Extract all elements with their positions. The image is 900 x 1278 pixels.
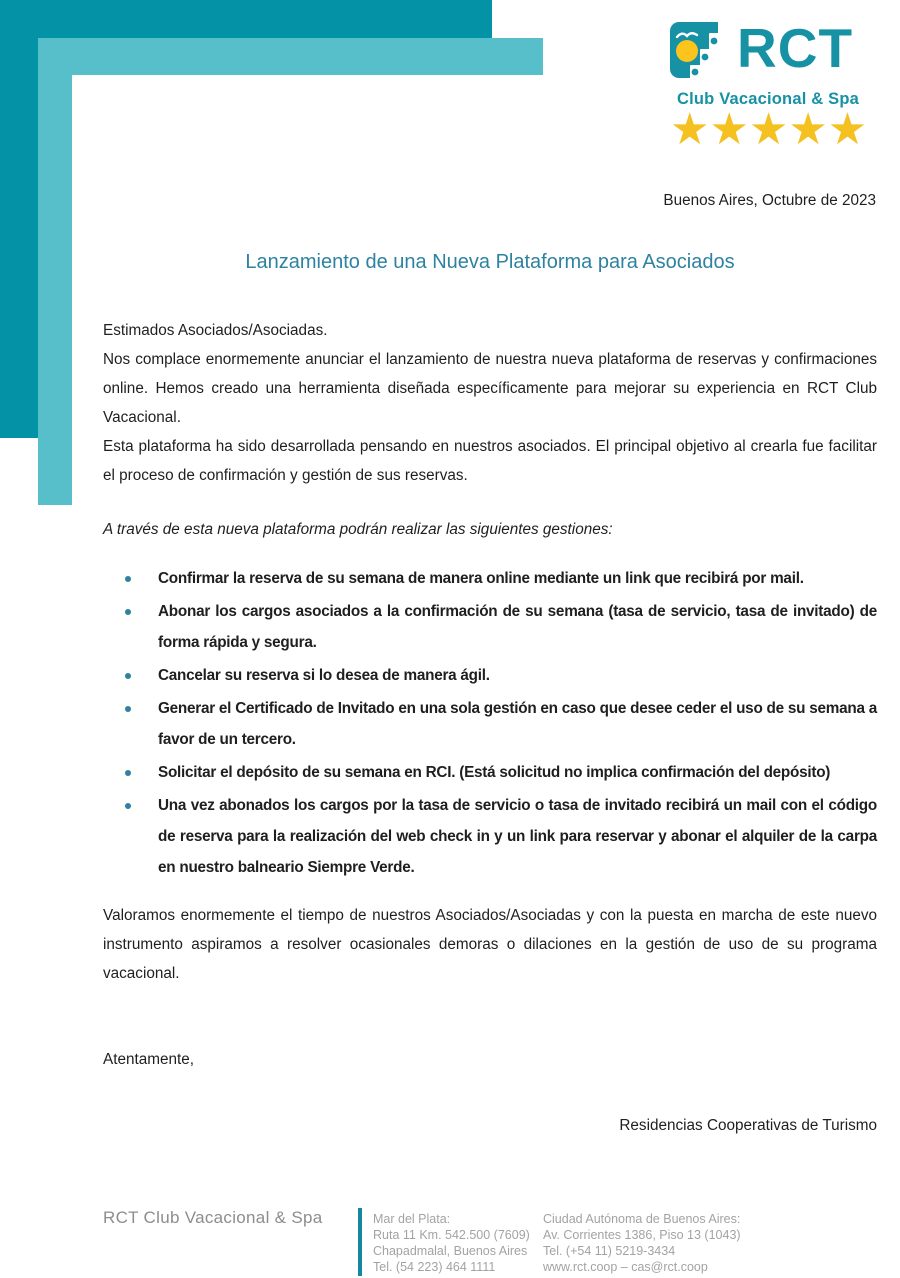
rct-sun-stairs-icon: [670, 22, 728, 83]
footer-line: Tel. (+54 11) 5219-3434: [543, 1244, 676, 1258]
footer-line: Mar del Plata:: [373, 1212, 451, 1226]
footer-line: Av. Corrientes 1386, Piso 13 (1043): [543, 1228, 741, 1242]
bullet-item: Cancelar su reserva si lo desea de manera ágil.: [158, 660, 877, 691]
letter-body: [103, 316, 877, 1140]
rct-logo-subtitle: Club Vacacional & Spa: [676, 90, 860, 108]
bullet-item: Abonar los cargos asociados a la confirmación de su semana (tasa de servicio, tasa de invitado) de forma rápida y segura.: [158, 596, 877, 658]
bullet-item: Confirmar la reserva de su semana de manera online mediante un link que recibirá por mail.: [158, 563, 877, 594]
footer-brand: RCT Club Vacacional & Spa: [103, 1208, 323, 1227]
bullet-item: Una vez abonados los cargos por la tasa de servicio o tasa de invitado recibirá un mail con el código de reserva para la realización del web check in y un link para reservar y abonar el alquiler de la carpa en nuestro balneario Siempre Verde.: [158, 790, 877, 883]
footer-line: Ciudad Autónoma de Buenos Aires:: [543, 1212, 741, 1226]
footer-divider-bar: [358, 1208, 362, 1276]
feature-bullet-list: [103, 563, 877, 883]
footer-line: Tel. (54 223) 464 1111: [373, 1260, 496, 1274]
footer-address-buenos-aires: [543, 1211, 741, 1275]
letter-title: Lanzamiento de una Nueva Plataforma para Asociados: [245, 251, 735, 273]
salutation: Estimados Asociados/Asociadas.: [103, 322, 328, 339]
paragraph: Esta plataforma ha sido desarrollada pensando en nuestros asociados. El principal objetivo al crearla fue facilitar el proceso de confirmación y gestión de sus reservas.: [103, 438, 877, 484]
dateline: Buenos Aires, Octubre de 2023: [663, 192, 876, 209]
signature: Residencias Cooperativas de Turismo: [619, 1117, 877, 1134]
footer-address-mar-del-plata: [373, 1211, 530, 1275]
paragraph: Nos complace enormemente anunciar el lanzamiento de nuestra nueva plataforma de reservas y confirmaciones online. Hemos creado una herramienta diseñada específicamente para mejorar su experiencia en RCT Club Vacacional.: [103, 351, 877, 426]
footer-line: Chapadmalal, Buenos Aires: [373, 1244, 528, 1258]
rct-logo: [670, 17, 868, 155]
five-stars-rating-icon: ★★★★★: [670, 104, 868, 155]
farewell: Atentamente,: [103, 1051, 194, 1068]
bullet-item: Solicitar el depósito de su semana en RCI. (Está solicitud no implica confirmación del depósito): [158, 757, 877, 788]
footer-line: Ruta 11 Km. 542.500 (7609): [373, 1228, 530, 1242]
rct-logo-row: [670, 17, 866, 83]
footer-line: www.rct.coop – cas@rct.coop: [543, 1260, 708, 1274]
lead-in-line: A través de esta nueva plataforma podrán realizar las siguientes gestiones:: [103, 521, 613, 538]
rct-logo-wordmark: RCT: [737, 17, 854, 79]
closing-paragraph: Valoramos enormemente el tiempo de nuestros Asociados/Asociadas y con la puesta en marcha de este nuevo instrumento aspiramos a resolver ocasionales demoras o dilaciones en la gestión de uso de su programa vacacional.: [103, 907, 877, 982]
bullet-item: Generar el Certificado de Invitado en una sola gestión en caso que desee ceder el uso de su semana a favor de un tercero.: [158, 693, 877, 755]
